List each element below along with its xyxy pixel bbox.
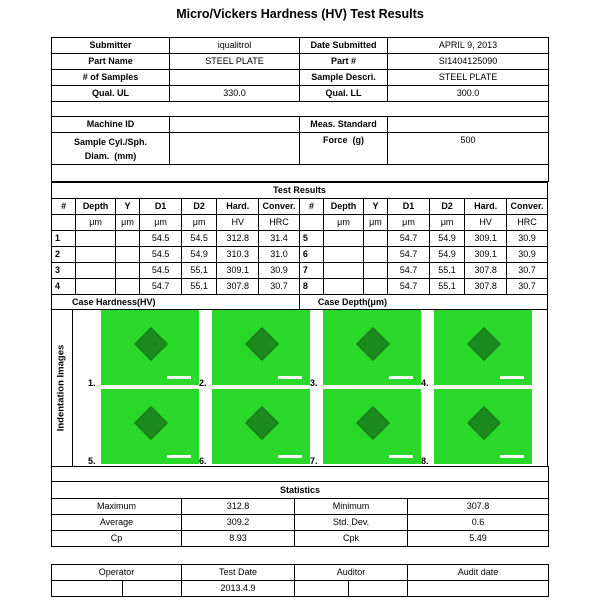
test-results-table xyxy=(51,182,548,311)
table-cell xyxy=(324,231,364,247)
average-label: Average xyxy=(52,515,182,531)
image-number: 7. xyxy=(310,456,318,466)
column-header: D1 xyxy=(140,199,182,215)
table-cell: 30.7 xyxy=(507,279,548,295)
case-hardness-label: Case Hardness(HV) xyxy=(72,297,156,307)
column-header: D2 xyxy=(182,199,217,215)
row-number: 4 xyxy=(52,279,76,295)
indentation-image-6 xyxy=(212,389,310,464)
operator-label: Operator xyxy=(52,565,182,581)
maximum-value: 312.8 xyxy=(182,499,295,515)
table-cell: 54.5 xyxy=(140,247,182,263)
qual-ll-value: 300.0 xyxy=(388,86,549,102)
submitter-value: iqualitrol xyxy=(170,38,300,54)
sample-cyl-label-line1: Sample Cyl./Sph. xyxy=(73,136,148,147)
sample-cyl-label-line2: Diam. (mm) xyxy=(84,150,137,161)
table-cell: 55.1 xyxy=(429,279,464,295)
column-header: Y xyxy=(115,199,139,215)
sample-descri-label: Sample Descri. xyxy=(300,70,388,86)
table-cell xyxy=(76,247,116,263)
unit-cell: μm xyxy=(115,215,139,231)
machine-id-label: Machine ID xyxy=(52,117,170,133)
table-cell xyxy=(115,279,139,295)
cpk-label: Cpk xyxy=(295,531,408,547)
table-cell xyxy=(363,231,387,247)
unit-cell: μm xyxy=(388,215,430,231)
part-no-value: SI1404125090 xyxy=(388,54,549,70)
table-cell: 30.7 xyxy=(507,263,548,279)
minimum-value: 307.8 xyxy=(408,499,549,515)
indentation-mark xyxy=(468,407,499,438)
indentation-image-3 xyxy=(323,310,421,385)
indentation-mark xyxy=(135,328,166,359)
unit-cell: μm xyxy=(182,215,217,231)
qual-ll-label: Qual. LL xyxy=(300,86,388,102)
row-number: 2 xyxy=(52,247,76,263)
table-cell: 307.8 xyxy=(217,279,259,295)
indentation-mark xyxy=(357,328,388,359)
indentation-image-1 xyxy=(101,310,199,385)
spacer-row xyxy=(52,102,549,117)
table-row xyxy=(52,247,548,263)
table-cell: 309.1 xyxy=(465,247,507,263)
test-results-heading: Test Results xyxy=(52,183,548,199)
spacer-row xyxy=(52,165,549,182)
indentation-image-7 xyxy=(323,389,421,464)
unit-cell: μm xyxy=(324,215,364,231)
date-submitted-label: Date Submitted xyxy=(300,38,388,54)
image-number: 3. xyxy=(310,378,318,388)
indentation-mark xyxy=(246,407,277,438)
table-cell xyxy=(363,247,387,263)
spacer-row xyxy=(52,467,549,482)
qual-ul-value: 330.0 xyxy=(170,86,300,102)
case-depth-label: Case Depth(μm) xyxy=(317,297,387,307)
header-info-table xyxy=(51,37,549,182)
table-row xyxy=(52,279,548,295)
indentation-mark xyxy=(135,407,166,438)
unit-cell: μm xyxy=(76,215,116,231)
auditor-value xyxy=(295,581,349,597)
table-cell: 54.5 xyxy=(140,263,182,279)
scale-bar xyxy=(167,455,191,458)
table-cell: 307.8 xyxy=(465,279,507,295)
scale-bar xyxy=(500,455,524,458)
meas-standard-value xyxy=(388,117,549,133)
scale-bar xyxy=(389,455,413,458)
indentation-mark xyxy=(357,407,388,438)
std-dev-label: Std. Dev. xyxy=(295,515,408,531)
part-name-value: STEEL PLATE xyxy=(170,54,300,70)
unit-cell: μm xyxy=(363,215,387,231)
image-number: 4. xyxy=(421,378,429,388)
image-number: 6. xyxy=(199,456,207,466)
statistics-table xyxy=(51,466,549,547)
image-number: 2. xyxy=(199,378,207,388)
indentation-mark xyxy=(246,328,277,359)
cpk-value: 5.49 xyxy=(408,531,549,547)
cp-label: Cp xyxy=(52,531,182,547)
column-header: Depth xyxy=(76,199,116,215)
table-cell: 30.9 xyxy=(259,263,300,279)
scale-bar xyxy=(278,376,302,379)
meas-standard-label: Meas. Standard xyxy=(300,117,388,133)
row-number: 1 xyxy=(52,231,76,247)
operator-value-2 xyxy=(123,581,182,597)
table-cell: 55.1 xyxy=(429,263,464,279)
table-cell: 312.8 xyxy=(217,231,259,247)
force-value: 500 xyxy=(388,133,549,165)
indentation-images-label xyxy=(48,310,74,466)
row-number: 8 xyxy=(299,279,323,295)
sample-descri-value: STEEL PLATE xyxy=(388,70,549,86)
table-cell xyxy=(324,247,364,263)
row-number: 6 xyxy=(299,247,323,263)
column-header-row xyxy=(52,199,548,215)
cp-value: 8.93 xyxy=(182,531,295,547)
force-label: Force (g) xyxy=(300,133,388,165)
table-cell: 31.0 xyxy=(259,247,300,263)
test-date-value: 2013.4.9 xyxy=(182,581,295,597)
table-cell: 54.7 xyxy=(388,231,430,247)
column-header: Y xyxy=(363,199,387,215)
table-cell xyxy=(363,263,387,279)
table-cell: 30.7 xyxy=(259,279,300,295)
indentation-image-2 xyxy=(212,310,310,385)
scale-bar xyxy=(278,455,302,458)
table-cell: 54.7 xyxy=(140,279,182,295)
table-cell xyxy=(324,279,364,295)
machine-id-value xyxy=(170,117,300,133)
table-cell xyxy=(363,279,387,295)
scale-bar xyxy=(389,376,413,379)
table-cell: 310.3 xyxy=(217,247,259,263)
scale-bar xyxy=(167,376,191,379)
table-cell: 55.1 xyxy=(182,263,217,279)
unit-cell: μm xyxy=(429,215,464,231)
column-header: Hard. xyxy=(465,199,507,215)
unit-cell: μm xyxy=(140,215,182,231)
table-cell: 54.7 xyxy=(388,247,430,263)
column-header: Depth xyxy=(324,199,364,215)
table-cell: 54.9 xyxy=(182,247,217,263)
audit-date-value xyxy=(408,581,549,597)
operator-value xyxy=(52,581,123,597)
column-header: Hard. xyxy=(217,199,259,215)
image-number: 5. xyxy=(88,456,96,466)
indentation-images-panel xyxy=(51,309,548,467)
table-cell: 30.9 xyxy=(507,247,548,263)
std-dev-value: 0.6 xyxy=(408,515,549,531)
minimum-label: Minimum xyxy=(295,499,408,515)
table-cell: 309.1 xyxy=(217,263,259,279)
auditor-value-2 xyxy=(349,581,408,597)
unit-cell: HRC xyxy=(259,215,300,231)
table-cell: 30.9 xyxy=(507,231,548,247)
table-cell: 54.7 xyxy=(388,263,430,279)
indentation-mark xyxy=(468,328,499,359)
column-header: Conver. xyxy=(259,199,300,215)
table-cell: 54.5 xyxy=(182,231,217,247)
maximum-label: Maximum xyxy=(52,499,182,515)
auditor-label: Auditor xyxy=(295,565,408,581)
indentation-images-label-text: Indentation Images xyxy=(55,344,67,432)
sample-cyl-value xyxy=(170,133,300,165)
samples-value xyxy=(170,70,300,86)
indentation-image-8 xyxy=(434,389,532,464)
qual-ul-label: Qual. UL xyxy=(52,86,170,102)
part-name-label: Part Name xyxy=(52,54,170,70)
table-cell: 31.4 xyxy=(259,231,300,247)
row-number: 3 xyxy=(52,263,76,279)
average-value: 309.2 xyxy=(182,515,295,531)
table-cell xyxy=(115,263,139,279)
column-header: # xyxy=(52,199,76,215)
image-number: 1. xyxy=(88,378,96,388)
statistics-heading: Statistics xyxy=(52,482,549,499)
divider xyxy=(72,310,73,466)
table-cell xyxy=(115,231,139,247)
signoff-table xyxy=(51,564,549,597)
table-cell: 54.7 xyxy=(388,279,430,295)
table-cell xyxy=(76,263,116,279)
indentation-image-4 xyxy=(434,310,532,385)
scale-bar xyxy=(500,376,524,379)
indentation-image-5 xyxy=(101,389,199,464)
table-cell xyxy=(76,231,116,247)
column-header: D1 xyxy=(388,199,430,215)
unit-cell xyxy=(299,215,323,231)
test-date-label: Test Date xyxy=(182,565,295,581)
unit-row xyxy=(52,215,548,231)
samples-label: # of Samples xyxy=(52,70,170,86)
image-number: 8. xyxy=(421,456,429,466)
table-cell xyxy=(76,279,116,295)
table-cell xyxy=(115,247,139,263)
column-header: D2 xyxy=(429,199,464,215)
table-cell: 309.1 xyxy=(465,231,507,247)
unit-cell: HV xyxy=(217,215,259,231)
table-cell: 54.5 xyxy=(140,231,182,247)
table-row xyxy=(52,263,548,279)
unit-cell: HV xyxy=(465,215,507,231)
sample-cyl-label xyxy=(52,133,170,165)
table-cell: 55.1 xyxy=(182,279,217,295)
audit-date-label: Audit date xyxy=(408,565,549,581)
column-header: # xyxy=(299,199,323,215)
table-cell: 54.9 xyxy=(429,231,464,247)
table-row xyxy=(52,231,548,247)
unit-cell xyxy=(52,215,76,231)
table-cell: 54.9 xyxy=(429,247,464,263)
table-cell xyxy=(324,263,364,279)
part-no-label: Part # xyxy=(300,54,388,70)
unit-cell: HRC xyxy=(507,215,548,231)
column-header: Conver. xyxy=(507,199,548,215)
date-submitted-value: APRIL 9, 2013 xyxy=(388,38,549,54)
row-number: 7 xyxy=(299,263,323,279)
submitter-label: Submitter xyxy=(52,38,170,54)
table-cell: 307.8 xyxy=(465,263,507,279)
report-title: Micro/Vickers Hardness (HV) Test Results xyxy=(176,7,424,21)
row-number: 5 xyxy=(299,231,323,247)
